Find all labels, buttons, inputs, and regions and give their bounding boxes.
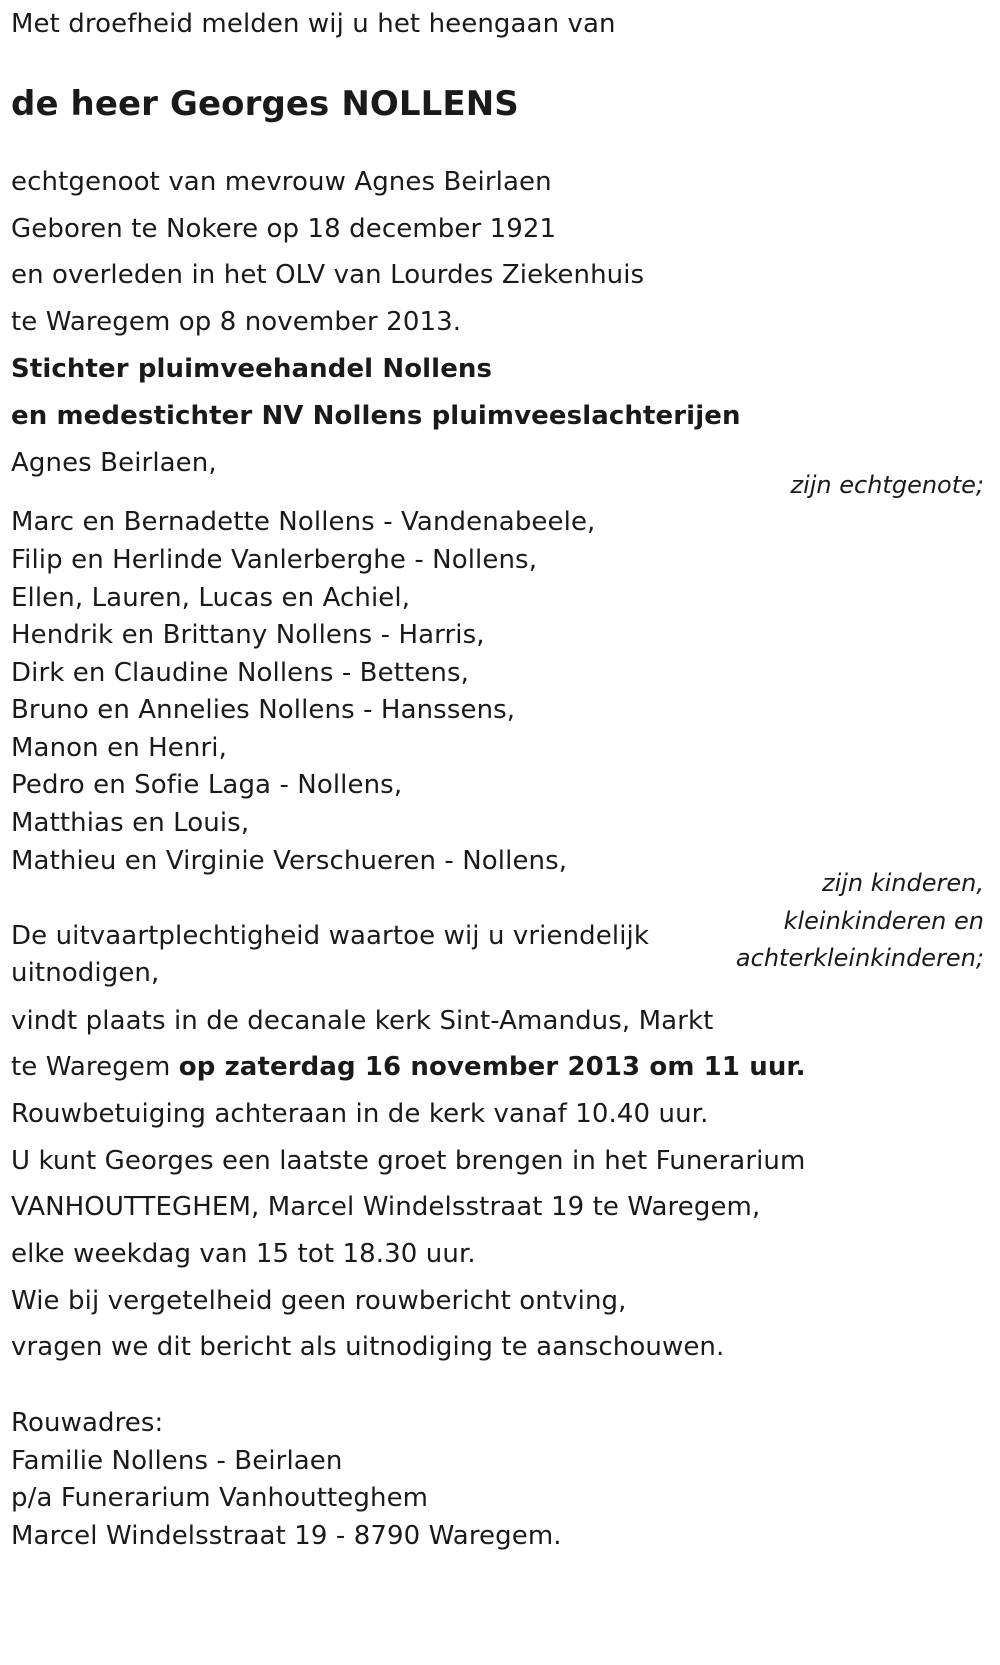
family-member: Bruno en Annelies Nollens - Hanssens, bbox=[11, 695, 516, 725]
family-member: Ellen, Lauren, Lucas en Achiel, bbox=[11, 583, 411, 613]
ceremony-time-line bbox=[11, 1047, 806, 1087]
notice-line-2: vragen we dit bericht als uitnodiging te aanschouwen. bbox=[11, 1332, 725, 1362]
ceremony-invite-line-1: De uitvaartplechtigheid waartoe wij u vriendelijk bbox=[11, 921, 650, 951]
address-line: p/a Funerarium Vanhoutteghem bbox=[11, 1483, 429, 1513]
bio-birth-line: Geboren te Nokere op 18 december 1921 bbox=[11, 214, 557, 244]
family-member: Mathieu en Virginie Verschueren - Nollens, bbox=[11, 846, 568, 876]
condolence-info: Rouwbetuiging achteraan in de kerk vanaf 10.40 uur. bbox=[11, 1099, 709, 1129]
deceased-name: de heer Georges NOLLENS bbox=[11, 84, 519, 124]
ceremony-location: vindt plaats in de decanale kerk Sint-Amandus, Markt bbox=[11, 1006, 714, 1036]
visitation-info-line-1: U kunt Georges een laatste groet brengen in het Funerarium bbox=[11, 1146, 806, 1176]
intro-text: Met droefheid melden wij u het heengaan van bbox=[11, 9, 616, 39]
address-line: Familie Nollens - Beirlaen bbox=[11, 1446, 343, 1476]
address-label: Rouwadres: bbox=[11, 1408, 164, 1438]
founder-line-2: en medestichter NV Nollens pluimveeslachterijen bbox=[11, 401, 741, 431]
family-member: Marc en Bernadette Nollens - Vandenabeele, bbox=[11, 507, 596, 537]
visitation-info-line-2: VANHOUTTEGHEM, Marcel Windelsstraat 19 te Waregem, bbox=[11, 1192, 761, 1222]
family-relation-line-1: zijn kinderen, bbox=[821, 869, 984, 897]
address-line: Marcel Windelsstraat 19 - 8790 Waregem. bbox=[11, 1521, 562, 1551]
family-member: Hendrik en Brittany Nollens - Harris, bbox=[11, 620, 485, 650]
family-member: Dirk en Claudine Nollens - Bettens, bbox=[11, 658, 469, 688]
family-relation-line-3: achterkleinkinderen; bbox=[735, 944, 984, 972]
bio-death-line: en overleden in het OLV van Lourdes Ziekenhuis bbox=[11, 260, 645, 290]
bio-spouse-line: echtgenoot van mevrouw Agnes Beirlaen bbox=[11, 167, 552, 197]
ceremony-place-prefix: te Waregem bbox=[11, 1052, 179, 1082]
notice-line-1: Wie bij vergetelheid geen rouwbericht ontving, bbox=[11, 1286, 627, 1316]
family-member: Manon en Henri, bbox=[11, 733, 227, 763]
family-relation-line-2: kleinkinderen en bbox=[783, 907, 984, 935]
founder-line-1: Stichter pluimveehandel Nollens bbox=[11, 354, 493, 384]
bio-death-place-line: te Waregem op 8 november 2013. bbox=[11, 307, 462, 337]
family-member: Filip en Herlinde Vanlerberghe - Nollens, bbox=[11, 545, 538, 575]
family-member: Pedro en Sofie Laga - Nollens, bbox=[11, 770, 403, 800]
ceremony-datetime: op zaterdag 16 november 2013 om 11 uur. bbox=[178, 1052, 806, 1082]
visitation-hours: elke weekdag van 15 tot 18.30 uur. bbox=[11, 1239, 476, 1269]
ceremony-invite-line-2: uitnodigen, bbox=[11, 958, 160, 988]
spouse-relation: zijn echtgenote; bbox=[790, 471, 984, 499]
spouse-name: Agnes Beirlaen, bbox=[11, 448, 217, 478]
family-member: Matthias en Louis, bbox=[11, 808, 250, 838]
